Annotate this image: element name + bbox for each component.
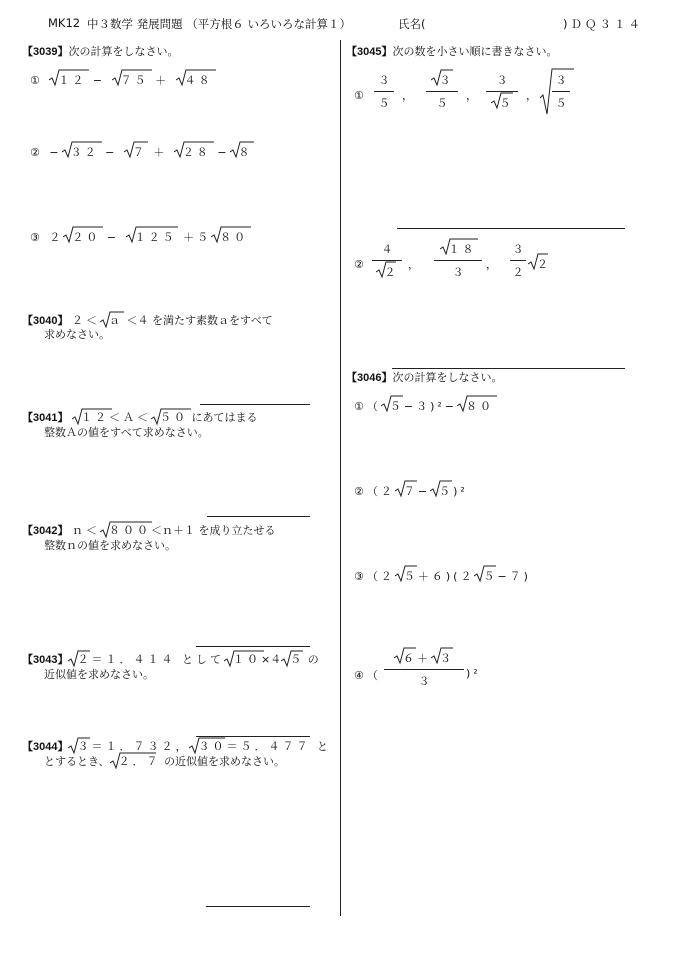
comma: ，	[526, 89, 537, 102]
problem-3043: 【3043】 ２＝１．４１４ として １０×４ ５ の	[22, 653, 319, 666]
fraction-3-over-2: ３ ２	[510, 241, 526, 280]
fraction-sqrt18-over-3: １８ ３	[434, 241, 482, 280]
column-divider	[340, 40, 341, 916]
problem-3046-item-4: ④（	[354, 669, 381, 682]
fraction-3-over-5: ３ ５	[374, 72, 394, 111]
comma: ，	[402, 89, 413, 102]
problem-3042-line2: 整数ｎの値を求めなさい。	[44, 539, 176, 552]
answer-line-3040	[200, 404, 310, 405]
answer-line-3045-1	[397, 228, 625, 229]
problem-3043-line2: 近似値を求めなさい。	[44, 668, 154, 681]
worksheet-title: 中３数学 発展問題 （平方根６ いろいろな計算１）	[87, 17, 351, 31]
comma: ，	[408, 258, 419, 271]
problem-3044-line2: とするとき、 ２．７ の近似値を求めなさい。	[44, 755, 286, 768]
problem-3040: 【3040】 ２＜ ａ ＜４ を満たす素数ａをすべて	[22, 314, 273, 327]
problem-3041: 【3041】 １２＜Ａ＜ ５０ にあてはまる	[22, 411, 258, 424]
answer-line-3044	[206, 906, 310, 907]
problem-3044: 【3044】 ３＝１．７３２， ３０＝５．４７７ と	[22, 740, 331, 753]
fraction-3-over-sqrt5: ３ ５	[486, 72, 518, 111]
problem-3046-item-4-close: )²	[466, 667, 481, 680]
fraction-4-over-sqrt2: ４ ２	[372, 241, 402, 280]
sqrt-2: ２	[528, 256, 551, 272]
problem-3042: 【3042】 ｎ＜ ８００＜ｎ＋１ を成り立たせる	[22, 524, 276, 537]
problem-3039-item-2: ② − ３２ − ７ ＋ ２８ − ８	[30, 144, 253, 160]
fraction-sqrt3-over-5: ３ ５	[426, 72, 458, 111]
problem-3039-item-1: ① １２ − ７５ ＋ ４８	[30, 72, 213, 88]
problem-3045-item-1-mark: ①	[354, 89, 364, 102]
problem-3039-header: 【3039】次の計算をしなさい。	[22, 45, 179, 58]
problem-3046-header: 【3046】次の計算をしなさい。	[346, 371, 503, 384]
problem-3046-item-2: ②（２ ７− ５)²	[354, 483, 468, 499]
problem-3046-item-3: ③（２ ５＋６)(２ ５−７)	[354, 568, 531, 584]
problem-3041-line2: 整数Ａの値をすべて求めなさい。	[44, 426, 209, 439]
answer-line-3045-2	[392, 368, 625, 369]
answer-line-3041	[207, 516, 310, 517]
problem-3046-item-1: ①（ ５−３)²− ８０	[354, 398, 494, 414]
problem-3045-header: 【3045】次の数を小さい順に書きなさい。	[346, 45, 558, 58]
problem-3039-item-3: ③ ２ ２０ − １２５ ＋５ ８０	[30, 229, 248, 245]
comma: ，	[466, 89, 477, 102]
name-label: 氏名(	[398, 17, 426, 31]
worksheet-id: )ＤＱ３１４	[563, 17, 643, 31]
problem-3040-line2: 求めなさい。	[44, 328, 110, 341]
problem-3045-item-2-mark: ②	[354, 258, 364, 271]
worksheet-code: MK12	[48, 16, 81, 30]
fraction-sqrt6-plus-sqrt3-over-3: ６＋ ３ ３	[384, 650, 464, 689]
fraction-sqrt-3-over-5: ３ ５	[552, 72, 570, 111]
comma: ，	[486, 258, 497, 271]
answer-line-3042	[196, 646, 310, 647]
